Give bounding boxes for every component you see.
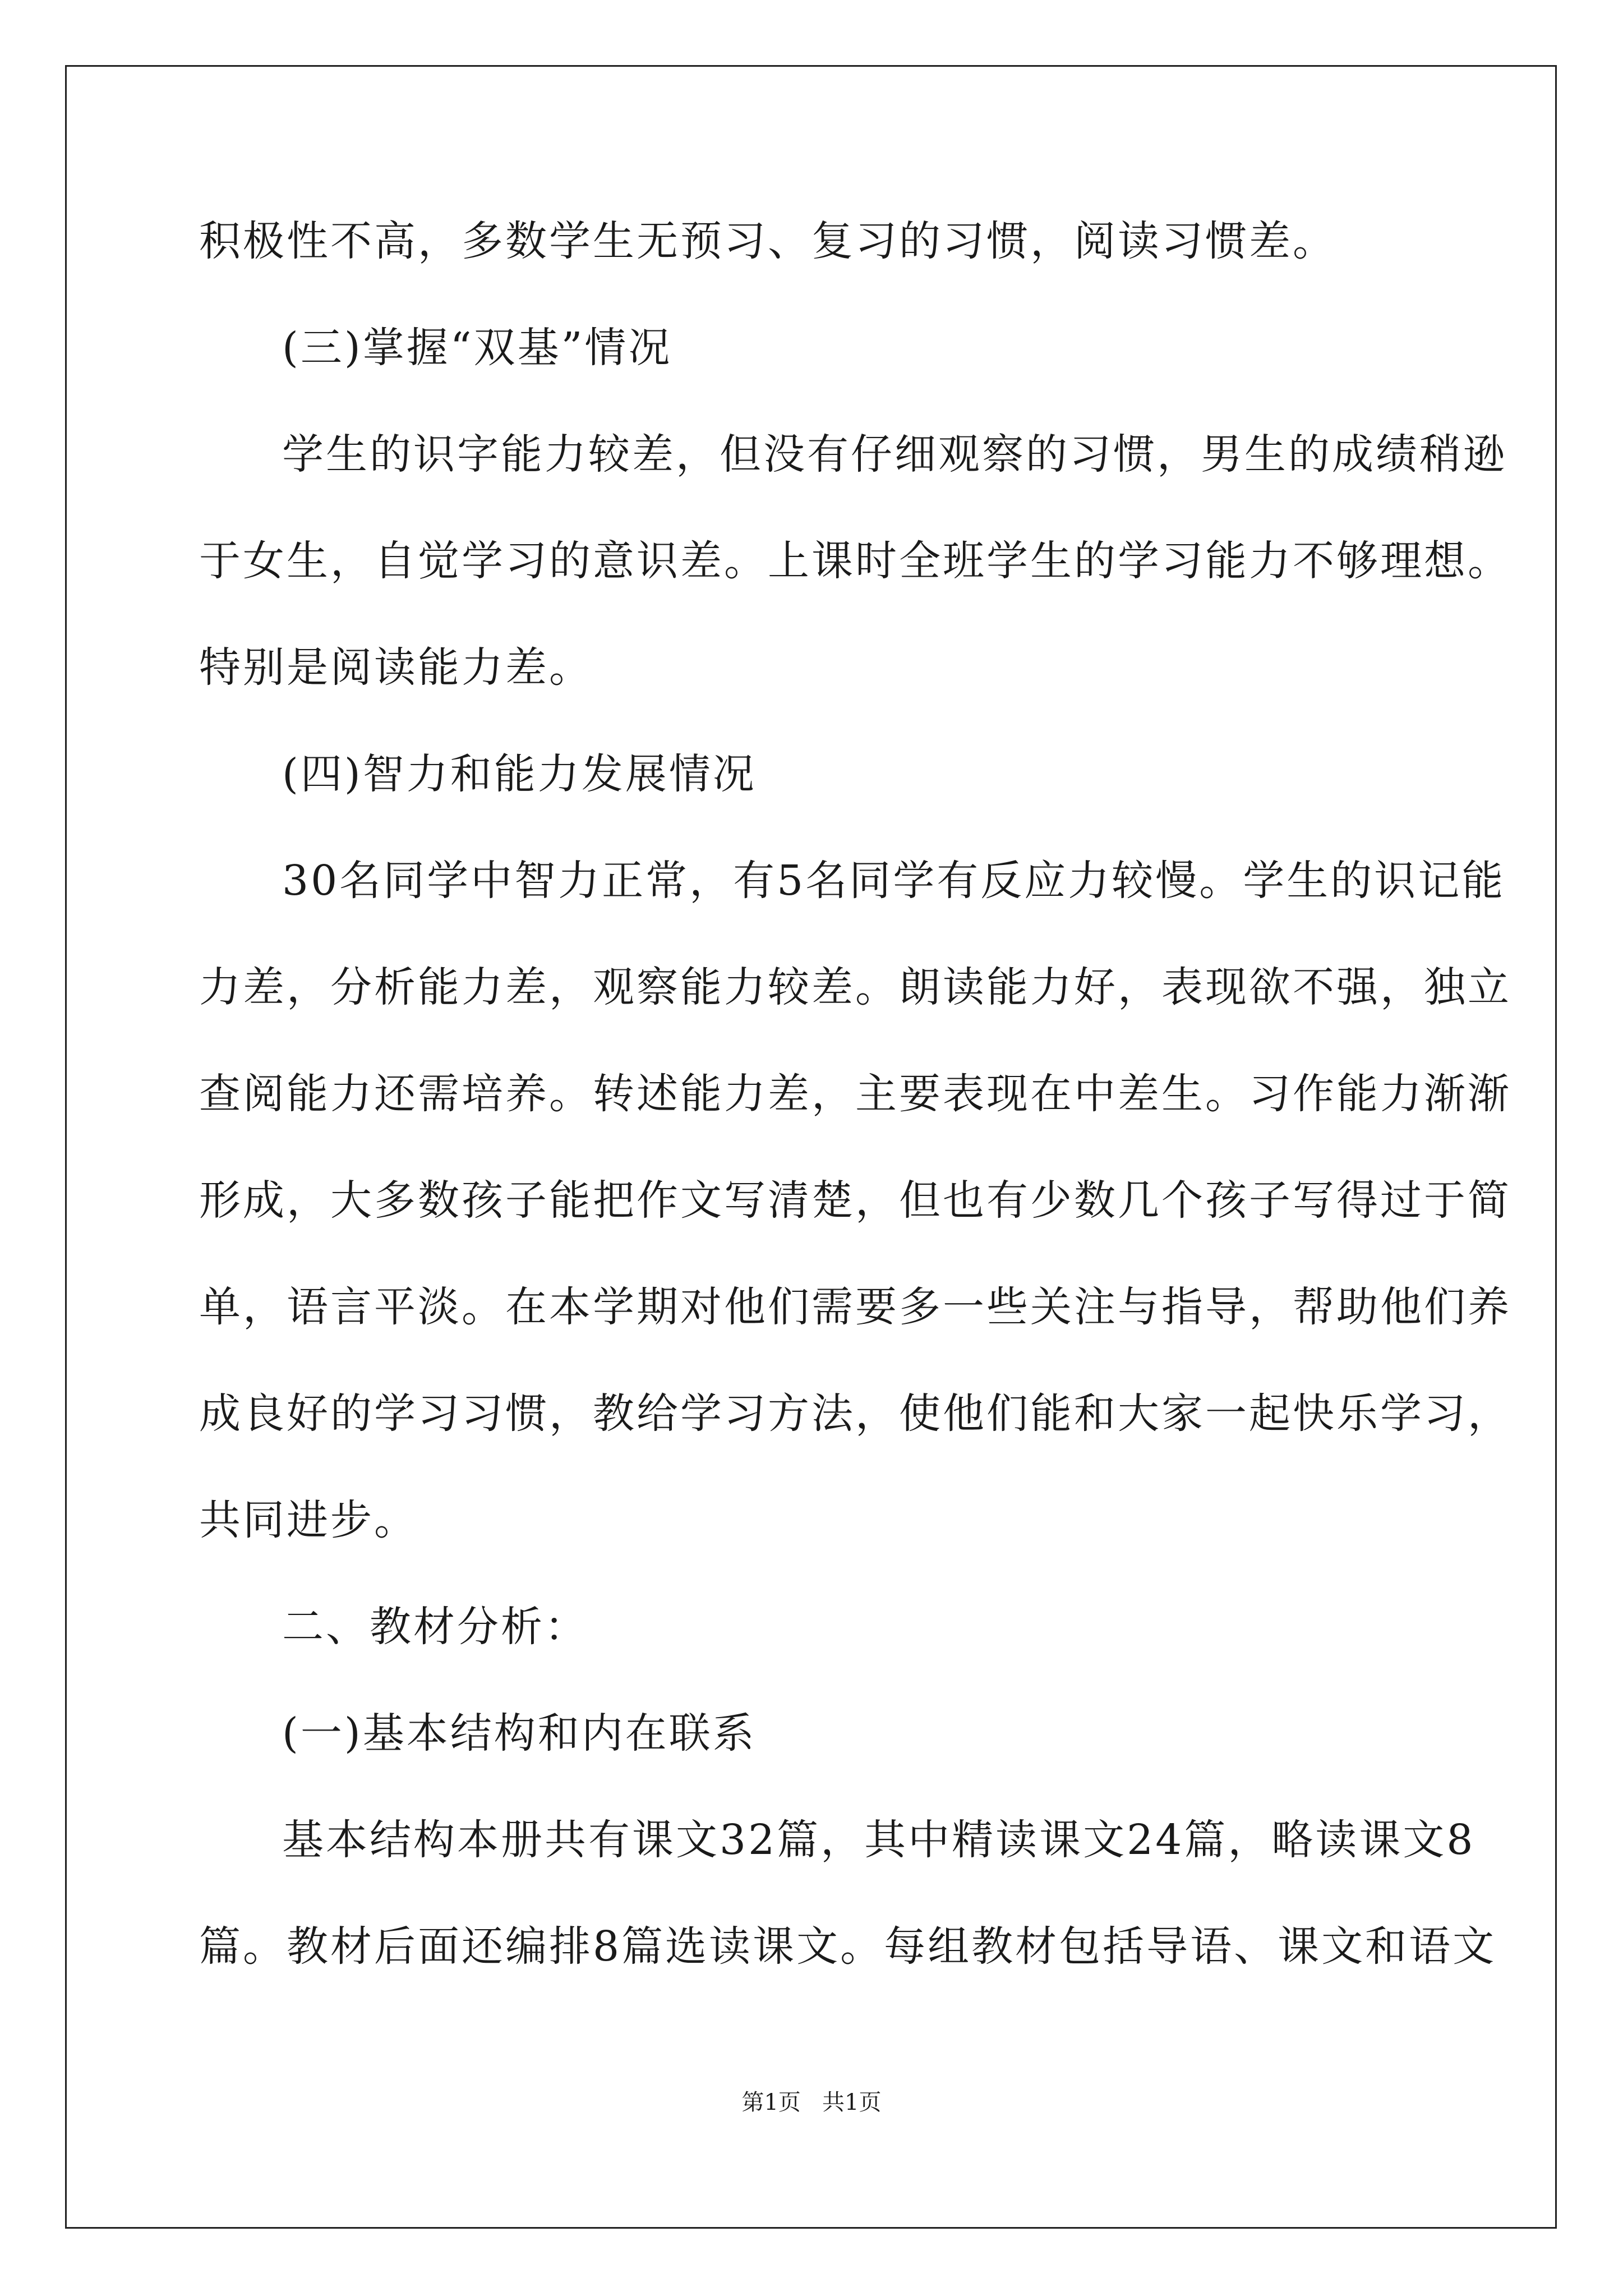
paragraph-line: 积极性不高，多数学生无预习、复习的习惯，阅读习惯差。 — [199, 217, 1336, 265]
section-heading: 二、教材分析： — [282, 1603, 588, 1651]
section-heading: (三)掌握“双基”情况 — [282, 324, 672, 372]
page-border — [65, 65, 1557, 2229]
page-footer: 第1页 共1页 — [741, 2090, 882, 2115]
paragraph-line: 成良好的学习习惯，教给学习方法，使他们能和大家一起快乐学习， — [199, 1389, 1511, 1438]
section-heading: (一)基本结构和内在联系 — [282, 1709, 757, 1757]
paragraph-line: 形成，大多数孩子能把作文写清楚，但也有少数几个孩子写得过于简 — [199, 1176, 1511, 1225]
paragraph-line: 单，语言平淡。在本学期对他们需要多一些关注与指导，帮助他们养 — [199, 1283, 1511, 1331]
paragraph-line: 共同进步。 — [199, 1496, 418, 1544]
paragraph-line: 基本结构本册共有课文32篇，其中精读课文24篇，略读课文8 — [282, 1816, 1476, 1864]
paragraph-line: 力差，分析能力差，观察能力较差。朗读能力好，表现欲不强，独立 — [199, 963, 1511, 1011]
paragraph-line: 特别是阅读能力差。 — [199, 643, 593, 692]
section-heading: (四)智力和能力发展情况 — [282, 750, 757, 798]
paragraph-line: 篇。教材后面还编排8篇选读课文。每组教材包括导语、课文和语文 — [199, 1922, 1497, 1971]
paragraph-line: 于女生，自觉学习的意识差。上课时全班学生的学习能力不够理想。 — [199, 537, 1511, 585]
paragraph-line: 学生的识字能力较差，但没有仔细观察的习惯，男生的成绩稍逊 — [282, 430, 1507, 478]
paragraph-line: 30名同学中智力正常，有5名同学有反应力较慢。学生的识记能 — [282, 857, 1506, 905]
paragraph-line: 查阅能力还需培养。转述能力差，主要表现在中差生。习作能力渐渐 — [199, 1070, 1511, 1118]
